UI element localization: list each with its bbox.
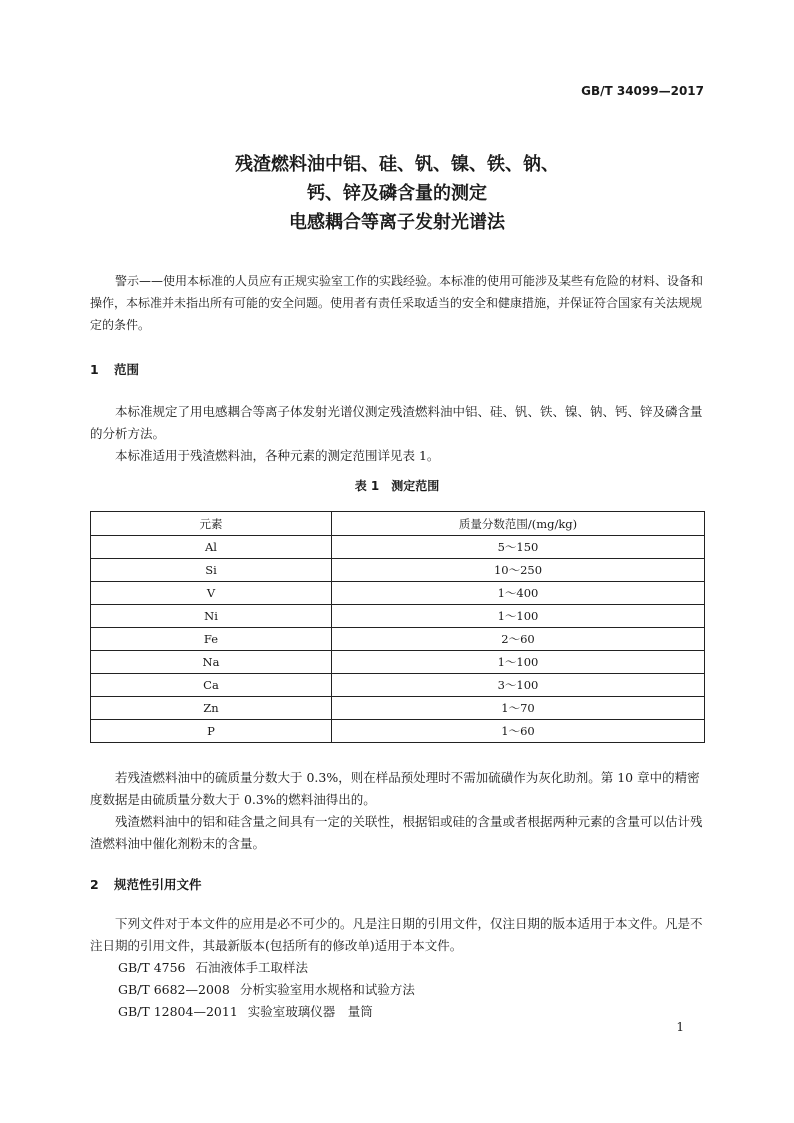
- reference-code: GB/T 12804—2011: [118, 1004, 238, 1019]
- scope-paragraph-1: 本标准规定了用电感耦合等离子体发射光谱仪测定残渣燃料油中铝、硅、钒、铁、镍、钠、钙、锌及磷含量的分析方法。: [90, 404, 703, 441]
- reference-title: 石油液体手工取样法: [195, 960, 309, 975]
- section-2-number: 2: [90, 877, 99, 892]
- title-line-1: 残渣燃料油中铝、硅、钒、镍、铁、钠、: [235, 154, 559, 175]
- header-element: 元素: [91, 512, 332, 536]
- section-1-title: 范围: [114, 362, 140, 377]
- title-line-2: 钙、锌及磷含量的测定: [307, 183, 487, 204]
- measurement-range-table: [90, 511, 705, 743]
- table-row: [91, 651, 705, 674]
- reference-title: 实验室玻璃仪器 量筒: [247, 1004, 373, 1019]
- normative-references-paragraph: 下列文件对于本文件的应用是必不可少的。凡是注日期的引用文件，仅注日期的版本适用于本文件。凡是不注日期的引用文件，其最新版本(包括所有的修改单)适用于本文件。: [90, 916, 703, 953]
- cell-range: 2～60: [332, 628, 705, 651]
- warning-paragraph: 警示——使用本标准的人员应有正规实验室工作的实践经验。本标准的使用可能涉及某些有危险的材料、设备和操作，本标准并未指出所有可能的安全问题。使用者有责任采取适当的安全和健康措施，并保证符合国家有关法规规定的条件。: [90, 274, 704, 332]
- catalyst-note-paragraph: 残渣燃料油中的铝和硅含量之间具有一定的关联性，根据铝或硅的含量或者根据两种元素的含量可以估计残渣燃料油中催化剂粉末的含量。: [90, 814, 703, 851]
- cell-element: Fe: [91, 628, 332, 651]
- section-2-title: 规范性引用文件: [114, 877, 202, 892]
- sulfur-note-paragraph: 若残渣燃料油中的硫质量分数大于 0.3%，则在样品预处理时不需加硫磺作为灰化助剂。第 10 章中的精密度数据是由硫质量分数大于 0.3%的燃料油得出的。: [90, 770, 700, 807]
- scope-paragraph-2: 本标准适用于残渣燃料油，各种元素的测定范围详见表 1。: [115, 448, 440, 463]
- table-row: [91, 582, 705, 605]
- table-row: [91, 559, 705, 582]
- reference-item: [118, 1001, 373, 1023]
- table-header-row: [91, 512, 705, 536]
- page-number: 1: [676, 1020, 684, 1034]
- section-2-heading: [90, 875, 202, 895]
- table-row: [91, 536, 705, 559]
- table-row: [91, 628, 705, 651]
- table-row: [91, 697, 705, 720]
- table-row: [91, 720, 705, 743]
- reference-title: 分析实验室用水规格和试验方法: [239, 982, 415, 997]
- cell-range: 1～60: [332, 720, 705, 743]
- cell-element: Ni: [91, 605, 332, 628]
- table-caption: 表 1 测定范围: [354, 479, 440, 493]
- cell-element: Na: [91, 651, 332, 674]
- cell-range: 5～150: [332, 536, 705, 559]
- reference-item: [118, 979, 415, 1001]
- reference-code: GB/T 4756: [118, 960, 186, 975]
- reference-item: [118, 957, 308, 979]
- cell-range: 1～70: [332, 697, 705, 720]
- document-title: [0, 150, 794, 237]
- title-line-3: 电感耦合等离子发射光谱法: [289, 212, 505, 233]
- table-row: [91, 605, 705, 628]
- standard-code: GB/T 34099—2017: [581, 84, 704, 98]
- header-mass-fraction: 质量分数范围/(mg/kg): [332, 512, 705, 536]
- cell-element: V: [91, 582, 332, 605]
- cell-element: Ca: [91, 674, 332, 697]
- cell-range: 1～400: [332, 582, 705, 605]
- section-1-heading: [90, 360, 139, 380]
- cell-range: 1～100: [332, 651, 705, 674]
- cell-range: 3～100: [332, 674, 705, 697]
- reference-code: GB/T 6682—2008: [118, 982, 230, 997]
- cell-element: Al: [91, 536, 332, 559]
- cell-element: Si: [91, 559, 332, 582]
- cell-range: 10～250: [332, 559, 705, 582]
- cell-range: 1～100: [332, 605, 705, 628]
- section-1-number: 1: [90, 362, 99, 377]
- cell-element: Zn: [91, 697, 332, 720]
- cell-element: P: [91, 720, 332, 743]
- table-row: [91, 674, 705, 697]
